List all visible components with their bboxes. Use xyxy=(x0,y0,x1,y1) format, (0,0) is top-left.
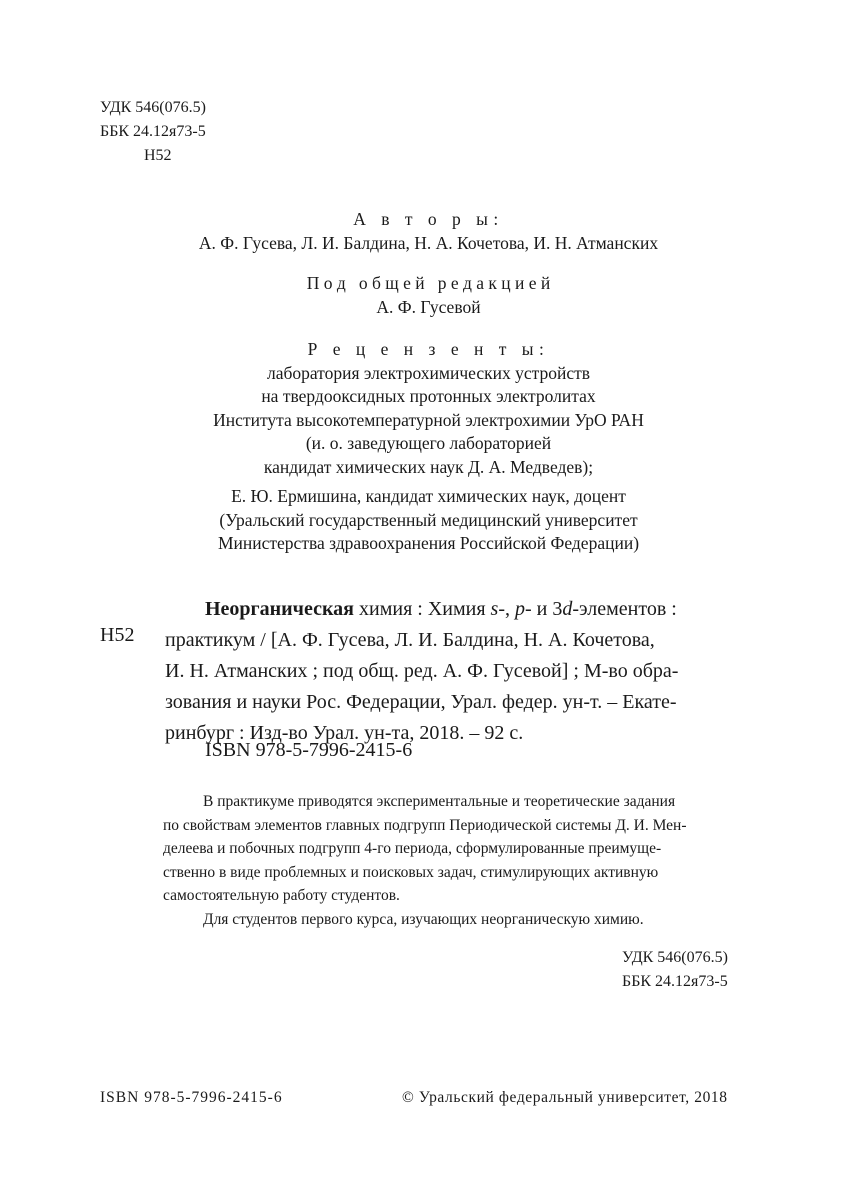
classification-bottom xyxy=(622,946,728,994)
udk-code: УДК 546(076.5) xyxy=(100,99,206,116)
reviewer-1-line: Института высокотемпературной электрохимии УрО РАН xyxy=(213,409,644,430)
bbk-code-bottom: ББК 24.12я73-5 xyxy=(622,973,728,990)
catalog-title-bold: Неорганическая xyxy=(205,598,355,620)
catalog-line-2: практикум / [А. Ф. Гусева, Л. И. Балдина, Н. А. Кочетова, xyxy=(165,629,655,651)
reviewer-2-line: Е. Ю. Ермишина, кандидат химических наук, доцент xyxy=(231,486,626,506)
footer-isbn: ISBN 978-5-7996-2415-6 xyxy=(100,1089,283,1106)
abstract-line: самостоятельную работу студентов. xyxy=(163,887,400,904)
reviewer-1-line: (и. о. заведующего лабораторией xyxy=(305,433,552,453)
catalog-line-1: Неорганическая химия : Химия s-, p- и 3d-элементов : xyxy=(205,598,677,620)
footer-copyright: © Уральский федеральный университет, 2018 xyxy=(402,1089,728,1106)
abstract-line: делеева и побочных подгрупп 4-го периода, сформулированные преимуще- xyxy=(163,840,662,857)
catalog-author-mark: Н52 xyxy=(100,624,135,646)
authors-names: А. Ф. Гусева, Л. И. Балдина, Н. А. Кочетова, И. Н. Атманских xyxy=(198,232,659,253)
abstract-line: В практикуме приводятся экспериментальные и теоретические задания xyxy=(203,793,676,810)
catalog-entry xyxy=(165,594,753,749)
catalog-line-4: зования и науки Рос. Федерации, Урал. федер. ун-т. – Екате- xyxy=(165,691,677,713)
reviewer-1-line: кандидат химических наук Д. А. Медведев); xyxy=(263,456,594,477)
author-mark: Н52 xyxy=(144,147,172,164)
reviewer-1-line: лаборатория электрохимических устройств xyxy=(266,362,591,383)
reviewer-2-line: (Уральский государственный медицинский университет xyxy=(219,509,638,530)
authors-heading: А в т о р ы: xyxy=(353,209,504,229)
reviewers-block xyxy=(0,338,857,556)
editor-block xyxy=(0,272,857,319)
catalog-line-5: ринбург : Изд-во Урал. ун-та, 2018. – 92 с. xyxy=(165,722,524,744)
catalog-line-3: И. Н. Атманских ; под общ. ред. А. Ф. Гусевой] ; М-во обра- xyxy=(165,660,679,682)
reviewer-2-line: Министерства здравоохранения Российской Федерации) xyxy=(217,533,640,553)
abstract-line: по свойствам элементов главных подгрупп Периодической системы Д. И. Мен- xyxy=(163,816,687,834)
authors-block xyxy=(0,208,857,255)
editor-heading: П о д о б щ е й р е д а к ц и е й xyxy=(306,273,551,293)
abstract-line: ственно в виде проблемных и поисковых задач, стимулирующих активную xyxy=(163,863,659,881)
catalog-isbn: ISBN 978-5-7996-2415-6 xyxy=(205,739,413,761)
abstract-audience: Для студентов первого курса, изучающих неорганическую химию. xyxy=(203,910,644,928)
editor-name: А. Ф. Гусевой xyxy=(376,296,481,317)
classification-top xyxy=(100,96,206,168)
reviewers-heading: Р е ц е н з е н т ы: xyxy=(307,339,550,359)
abstract xyxy=(163,790,753,931)
bbk-code: ББК 24.12я73-5 xyxy=(100,123,206,140)
udk-code-bottom: УДК 546(076.5) xyxy=(622,949,728,966)
reviewer-1-line: на твердооксидных протонных электролитах xyxy=(261,386,596,406)
